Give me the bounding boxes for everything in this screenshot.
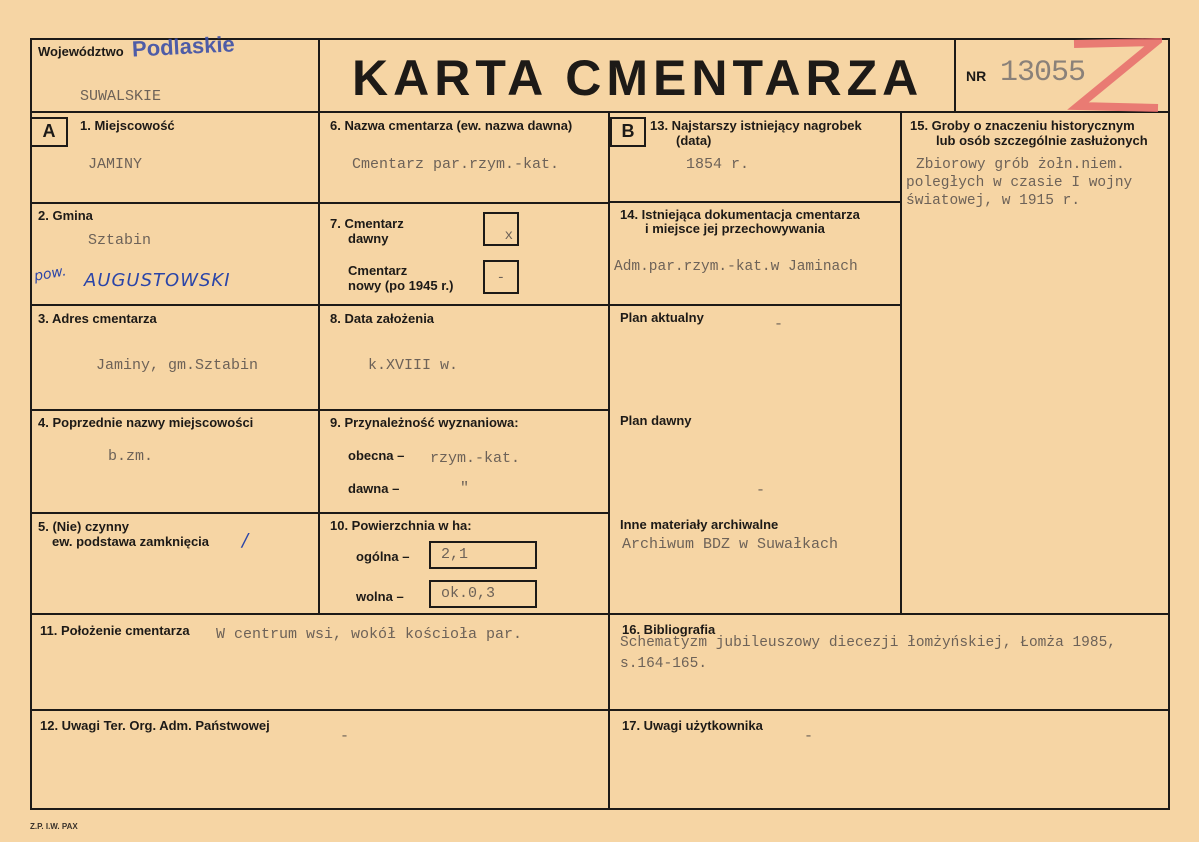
field-12-value: - [340,728,350,745]
field-17-label: 17. Uwagi użytkownika [622,718,763,733]
field-10-label: 10. Powierzchnia w ha: [330,518,472,533]
dawna-label: dawna – [348,481,400,496]
divider [610,201,900,203]
z-stamp-mark [1066,38,1162,114]
divider [30,613,1170,615]
dawna-value: " [460,480,470,497]
ogolna-label: ogólna – [356,549,410,564]
field-15-value-line1: Zbiorowy grób żołn.niem. [916,157,1125,173]
field-11-value: W centrum wsi, wokół kościoła par. [216,626,523,643]
field-17-value: - [804,728,814,745]
field-13-label-line1: 13. Najstarszy istniejący nagrobek [650,118,862,133]
plan-dawny-label: Plan dawny [620,413,692,428]
field-15-label-line1: 15. Groby o znaczeniu historycznym [910,118,1135,133]
divider [608,112,610,810]
wolna-label: wolna – [356,589,404,604]
field-3-label: 3. Adres cmentarza [38,311,157,326]
field-9-label: 9. Przynależność wyznaniowa: [330,415,519,430]
field-16-value-line1: Schematyzm jubileuszowy diecezji łomżyńskiej, Łomża 1985, [620,635,1116,651]
divider [30,304,900,306]
obecna-label: obecna – [348,448,405,463]
field-12-label: 12. Uwagi Ter. Org. Adm. Państwowej [40,718,270,733]
divider [318,38,320,614]
field-5-mark: / [242,530,249,551]
field-6-value: Cmentarz par.rzym.-kat. [352,156,560,173]
printer-imprint: Z.P. I.W. PAX [30,822,78,831]
field-15-label-line2: lub osób szczególnie zasłużonych [936,133,1148,148]
field-2-value: Sztabin [88,232,152,249]
wojewodztwo-stamp: Podlaskie [131,31,236,62]
plan-aktualny-label: Plan aktualny [620,310,704,325]
field-4-label: 4. Poprzednie nazwy miejscowości [38,415,254,430]
field-14-value: Adm.par.rzym.-kat.w Jaminach [614,259,858,275]
field-2-label: 2. Gmina [38,208,93,223]
field-7-dawny-line2: dawny [348,231,389,246]
section-a-marker: A [30,117,68,147]
field-3-value: Jaminy, gm.Sztabin [96,357,259,374]
wolna-value: ok.0,3 [429,580,537,608]
inne-value: Archiwum BDZ w Suwałkach [622,536,839,553]
field-14-label-line2: i miejsce jej przechowywania [645,221,825,236]
field-13-label-line2: (data) [676,133,712,148]
field-6-label: 6. Nazwa cmentarza (ew. nazwa dawna) [330,118,573,133]
card-title: KARTA CMENTARZA [352,50,924,106]
dawny-checkbox [483,212,519,246]
divider [30,111,1170,113]
field-15-value-line2: poległych w czasie I wojny [906,175,1133,191]
field-7-nowy-line2: nowy (po 1945 r.) [348,278,454,293]
nr-label: NR [966,68,987,84]
divider [30,409,610,411]
field-11-label: 11. Położenie cmentarza [40,623,190,638]
field-7-dawny-line1: 7. Cmentarz [330,216,404,231]
plan-dawny-value: - [756,482,766,499]
divider [30,709,1170,711]
inne-label: Inne materiały archiwalne [620,517,779,532]
divider [30,202,610,204]
field-14-label-line1: 14. Istniejąca dokumentacja cmentarza [620,207,860,222]
field-8-value: k.XVIII w. [368,357,459,374]
field-7-nowy-line1: Cmentarz [348,263,408,278]
dawny-checkbox-value: x [504,228,513,244]
pow-prefix: pow. [32,263,68,285]
wojewodztwo-label: Województwo [38,44,124,59]
field-13-value: 1854 r. [686,156,750,173]
field-5-label-line2: ew. podstawa zamknięcia [52,534,210,549]
field-16-value-line2: s.164-165. [620,656,708,672]
divider [954,38,956,112]
nowy-checkbox-value: - [496,270,505,286]
obecna-value: rzym.-kat. [430,450,521,467]
field-1-value: JAMINY [88,156,143,173]
divider [900,112,902,614]
wojewodztwo-typed: SUWALSKIE [80,88,162,105]
field-15-value-line3: światowej, w 1915 r. [906,193,1081,209]
plan-aktualny-value: - [774,316,784,333]
field-5-label-line1: 5. (Nie) czynny [38,519,130,534]
field-1-label: 1. Miejscowość [80,118,175,133]
field-16-label: 16. Bibliografia [622,622,716,637]
divider [30,512,610,514]
pow-value: AUGUSTOWSKI [84,270,231,291]
section-b-marker: B [610,117,646,147]
field-4-value: b.zm. [108,448,154,465]
field-8-label: 8. Data założenia [330,311,435,326]
nowy-checkbox [483,260,519,294]
ogolna-value: 2,1 [429,541,537,569]
nr-value: 13055 [1000,56,1086,90]
